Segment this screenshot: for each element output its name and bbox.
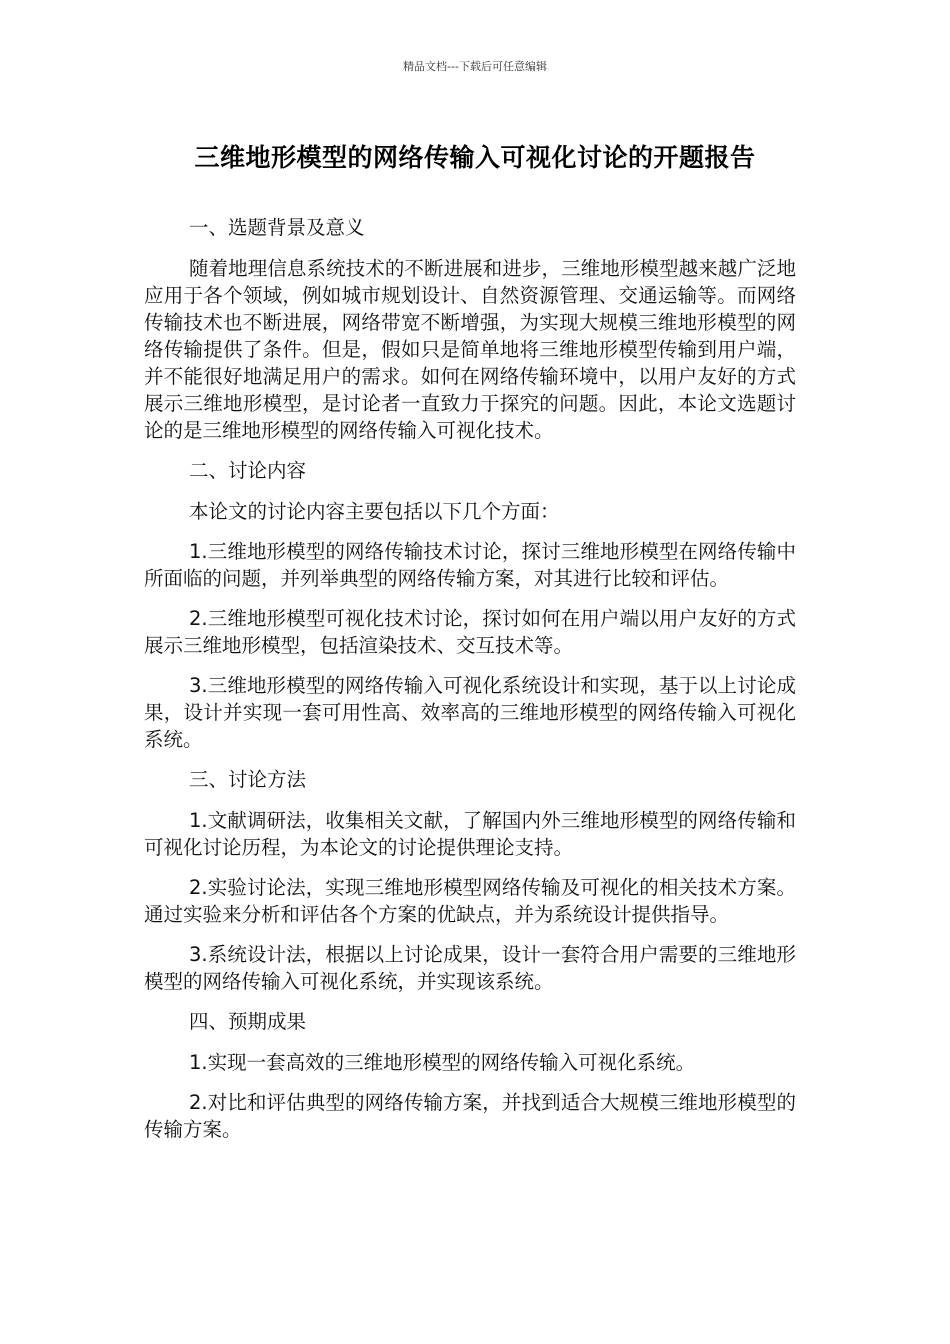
- paragraph-outcomes-item-2: 2.对比和评估典型的网络传输方案，并找到适合大规模三维地形模型的传输方案。: [144, 1091, 796, 1141]
- paragraph-content-item-1: 1.三维地形模型的网络传输技术讨论，探讨三维地形模型在网络传输中所面临的问题，并列举典型的网络传输方案，对其进行比较和评估。: [144, 540, 796, 590]
- paragraph-background: 随着地理信息系统技术的不断进展和进步，三维地形模型越来越广泛地应用于各个领域，例如城市规划设计、自然资源管理、交通运输等。而网络传输技术也不断进展，网络带宽不断增强，为实现大规模三维地形模型的网络传输提供了条件。但是，假如只是简单地将三维地形模型传输到用户端，并不能很好地满足用户的需求。如何在网络传输环境中，以用户友好的方式展示三维地形模型，是讨论者一直致力于探究的问题。因此，本论文选题讨论的是三维地形模型的网络传输入可视化技术。: [144, 257, 796, 442]
- paragraph-content-intro: 本论文的讨论内容主要包括以下几个方面：: [189, 500, 560, 523]
- paragraph-methods-item-3: 3.系统设计法，根据以上讨论成果，设计一套符合用户需要的三维地形模型的网络传输入可视化系统，并实现该系统。: [144, 943, 796, 993]
- paragraph-methods-item-1: 1.文献调研法，收集相关文献，了解国内外三维地形模型的网络传输和可视化讨论历程，为本论文的讨论提供理论支持。: [144, 809, 796, 859]
- section-heading-background: 一、选题背景及意义: [189, 216, 365, 239]
- document-title: 三维地形模型的网络传输入可视化讨论的开题报告: [194, 143, 756, 172]
- paragraph-content-item-3: 3.三维地形模型的网络传输入可视化系统设计和实现，基于以上讨论成果，设计并实现一套可用性高、效率高的三维地形模型的网络传输入可视化系统。: [144, 674, 796, 751]
- paragraph-outcomes-item-1: 1.实现一套高效的三维地形模型的网络传输入可视化系统。: [189, 1051, 696, 1074]
- document-body: [144, 214, 796, 1156]
- page-header-note: 精品文档---下载后可任意编辑: [403, 60, 547, 73]
- paragraph-content-item-2: 2.三维地形模型可视化技术讨论，探讨如何在用户端以用户友好的方式展示三维地形模型，包括渲染技术、交互技术等。: [144, 607, 796, 657]
- section-heading-outcomes: 四、预期成果: [189, 1010, 307, 1033]
- section-heading-content: 二、讨论内容: [189, 459, 307, 482]
- section-heading-methods: 三、讨论方法: [189, 768, 307, 791]
- paragraph-methods-item-2: 2.实验讨论法，实现三维地形模型网络传输及可视化的相关技术方案。通过实验来分析和评估各个方案的优缺点，并为系统设计提供指导。: [144, 876, 796, 926]
